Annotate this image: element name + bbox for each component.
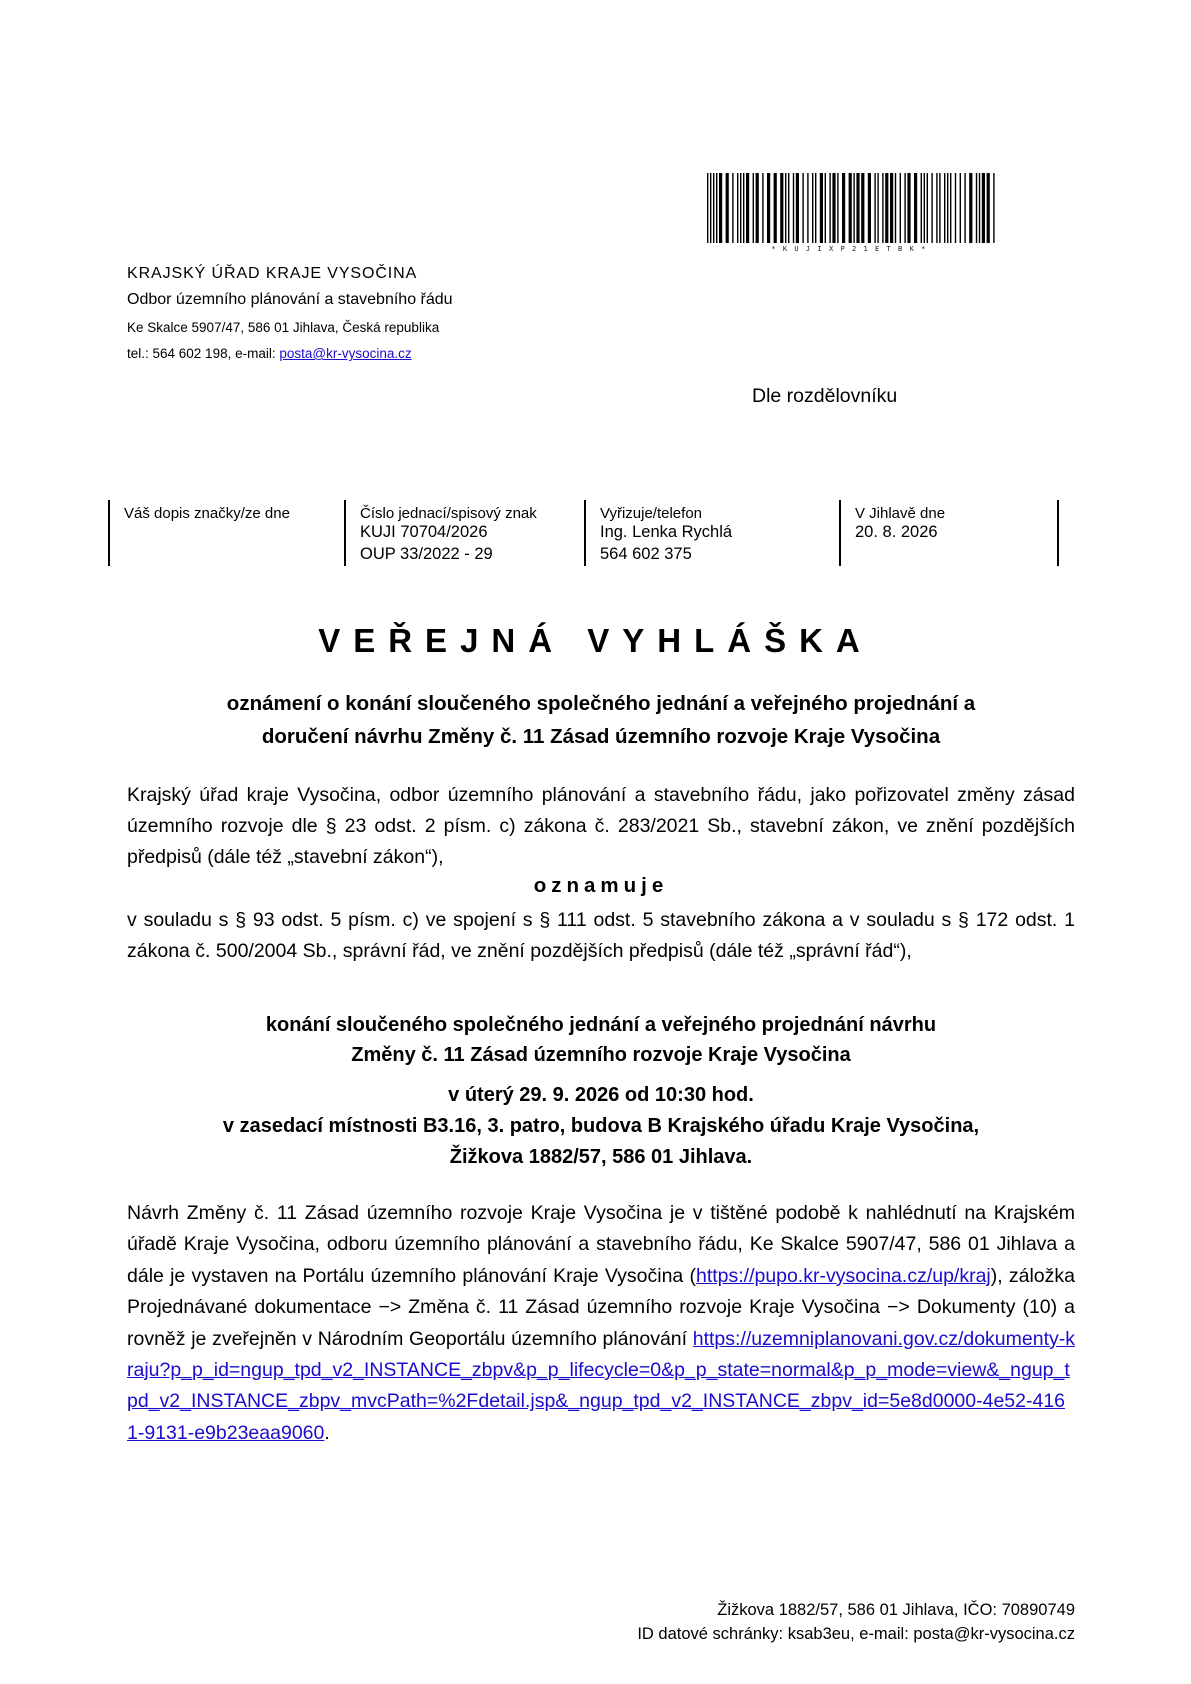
barcode-bar xyxy=(964,173,965,243)
barcode-bar xyxy=(837,173,838,243)
ref-handler-phone: 564 602 375 xyxy=(600,544,692,563)
barcode-bar xyxy=(713,173,714,243)
barcode-bar xyxy=(726,173,729,243)
ref-number xyxy=(344,500,584,566)
barcode-bar xyxy=(793,173,794,243)
barcode-bar xyxy=(825,173,826,243)
barcode-bar xyxy=(829,173,830,243)
barcode-bar xyxy=(947,173,948,243)
barcode-bar xyxy=(982,173,985,243)
barcode-bar xyxy=(885,173,888,243)
barcode-bar xyxy=(762,173,763,243)
barcode-bar xyxy=(987,173,990,243)
barcode-bar xyxy=(732,173,733,243)
barcode-bar xyxy=(890,173,893,243)
barcode-bar xyxy=(955,173,956,243)
footer-databox: ID datové schránky: ksab3eu, e-mail: posta@kr-vysocina.cz xyxy=(637,1625,1075,1643)
barcode-bar xyxy=(914,173,917,243)
footer xyxy=(637,1598,1075,1646)
footer-address: Žižkova 1882/57, 586 01 Jihlava, IČO: 70890749 xyxy=(717,1601,1075,1619)
event-line-1: konání sloučeného společného jednání a veřejného projednání návrhu xyxy=(265,1014,937,1036)
barcode-bar xyxy=(874,173,875,243)
barcode-bar xyxy=(785,173,786,243)
document-subtitle xyxy=(127,687,1075,753)
ref-handler xyxy=(584,500,839,566)
document-title: VEŘEJNÁ VYHLÁŠKA xyxy=(318,622,873,659)
barcode-bar xyxy=(719,173,722,243)
barcode-bar xyxy=(780,173,783,243)
event-room: v zasedací místnosti B3.16, 3. patro, budova B Krajského úřadu Kraje Vysočina, xyxy=(222,1115,980,1137)
reference-table xyxy=(108,500,1060,566)
event-when-where xyxy=(127,1080,1075,1173)
availability-text-3: . xyxy=(324,1421,330,1444)
barcode-bar xyxy=(740,173,741,243)
barcode-bar xyxy=(993,173,994,243)
barcode-bar xyxy=(976,173,977,243)
barcode-bar xyxy=(868,173,871,243)
barcode-bar xyxy=(756,173,759,243)
sender-address: Ke Skalce 5907/47, 586 01 Jihlava, Česká republika xyxy=(127,320,440,335)
ref-date-value: 20. 8. 2026 xyxy=(855,523,938,541)
barcode-bar xyxy=(753,173,754,243)
barcode-bar xyxy=(710,173,711,243)
barcode-bar xyxy=(931,173,932,243)
availability-text-1: Návrh Změny č. 11 Zásad územního rozvoje Kraje Vysočina je v tištěné podobě k nahlédnutí na Krajském úřadě Kraje Vysočina, odboru územního plánování a stavebního řádu, Ke Skalce 5907/47, 586 01 Jihlava a dále je vystaven na Portálu územního plánování Kraje Vysočina ( xyxy=(127,1202,1075,1287)
barcode-bar xyxy=(921,173,922,243)
ref-handler-label: Vyřizuje/telefon xyxy=(600,505,702,522)
barcode-bar xyxy=(812,173,813,243)
barcode-bar xyxy=(969,173,972,243)
barcode-bar xyxy=(802,173,803,243)
barcode-bar xyxy=(882,173,883,243)
barcode-bar xyxy=(815,173,816,243)
barcode-bar xyxy=(877,173,878,243)
barcode-bar xyxy=(820,173,823,243)
barcode-bar xyxy=(895,173,896,243)
barcode-bar xyxy=(707,173,708,243)
geoportal-link[interactable]: https://uzemniplanovani.gov.cz/dokumenty-kraju?p_p_id=ngup_tpd_v2_INSTANCE_zbpv&p_p_lifecycle=0&p_p_state=normal&p_p_mode=view&_ngup_tpd_v2_INSTANCE_zbpv_mvcPath=%2Fdetail.jsp&_ngup_tpd_v2_INSTANCE_zbpv_id=5e8d0000-4e52-4161-9131-e9b23eaa9060 xyxy=(127,1327,1075,1444)
barcode-bar xyxy=(774,173,777,243)
event-line-2: Změny č. 11 Zásad územního rozvoje Kraje Vysočina xyxy=(351,1044,851,1066)
recipient: Dle rozdělovníku xyxy=(752,385,898,407)
barcode-bar xyxy=(746,173,749,243)
ref-date-label: V Jihlavě dne xyxy=(855,505,946,522)
barcode-bar xyxy=(796,173,799,243)
barcode-text: *KUJIXP21ETBK* xyxy=(771,245,933,253)
availability-paragraph xyxy=(127,1198,1075,1449)
sender-organization: KRAJSKÝ ÚŘAD KRAJE VYSOČINA xyxy=(127,265,418,282)
barcode-bar xyxy=(788,173,789,243)
barcode-bar xyxy=(907,173,910,243)
barcode-bar xyxy=(924,173,925,243)
ref-table-end-rule xyxy=(1057,500,1059,566)
sender-contact xyxy=(127,341,453,367)
barcode-bar xyxy=(807,173,808,243)
sender-phone: tel.: 564 602 198, e-mail: xyxy=(127,346,280,361)
barcode-bar xyxy=(960,173,961,243)
barcode-bar xyxy=(979,173,980,243)
ref-date xyxy=(839,500,1057,566)
barcode-bar xyxy=(939,173,940,243)
ref-number-label: Číslo jednací/spisový znak xyxy=(360,505,537,522)
event-address: Žižkova 1882/57, 586 01 Jihlava. xyxy=(449,1146,753,1168)
barcode-bar xyxy=(842,173,845,243)
subtitle-line-1: oznámení o konání sloučeného společného jednání a veřejného projednání a xyxy=(226,692,976,715)
barcode-bar xyxy=(737,173,738,243)
sender-email-link[interactable]: posta@kr-vysocina.cz xyxy=(279,346,412,361)
event-date-time: v úterý 29. 9. 2026 od 10:30 hod. xyxy=(448,1084,754,1106)
ref-number-value-1: KUJI 70704/2026 xyxy=(360,523,488,541)
ref-handler-name: Ing. Lenka Rychlá xyxy=(600,523,733,541)
legal-basis-paragraph: v souladu s § 93 odst. 5 písm. c) ve spojení s § 111 odst. 5 stavebního zákona a v souladu s § 172 odst. 1 zákona č. 500/2004 Sb., správní řád, ve znění pozdějších předpisů (dále též „správní řád“), xyxy=(127,909,1075,962)
barcode-bar xyxy=(861,173,864,243)
ref-your-letter xyxy=(108,500,344,566)
intro-paragraph: Krajský úřad kraje Vysočina, odbor územního plánování a stavebního řádu, jako pořizovatel změny zásad územního rozvoje dle § 23 odst. 2 písm. c) zákona č. 283/2021 Sb., stavební zákon, ve znění pozdějších předpisů (dále též „stavební zákon“), xyxy=(127,784,1075,868)
subtitle-line-2: doručení návrhu Změny č. 11 Zásad územního rozvoje Kraje Vysočina xyxy=(261,725,941,748)
barcode-bar xyxy=(849,173,852,243)
ref-number-value-2: OUP 33/2022 - 29 xyxy=(360,544,493,563)
barcode-bar xyxy=(856,173,859,243)
sender-department: Odbor územního plánování a stavebního řádu xyxy=(127,291,453,308)
event-description xyxy=(127,1010,1075,1070)
availability-text-2: ), záložka Projednávané dokumentace −> Změna č. 11 Zásad územního rozvoje Kraje Vysočina −> Dokumenty (10) a rovněž je zveřejněn v Národním Geoportálu územního plánování xyxy=(127,1264,1076,1350)
barcode-bar xyxy=(716,173,717,243)
barcode-bar xyxy=(767,173,770,243)
portal-link[interactable]: https://pupo.kr-vysocina.cz/up/kraj xyxy=(695,1264,991,1287)
barcode-bar xyxy=(927,173,928,243)
announces-heading: oznamuje xyxy=(533,874,669,897)
barcode-bar xyxy=(936,173,937,243)
barcode-bar xyxy=(853,173,854,243)
barcode xyxy=(707,173,997,253)
barcode-bar xyxy=(944,173,945,243)
barcode-bar xyxy=(832,173,835,243)
barcode-bar xyxy=(900,173,901,243)
barcode-bars xyxy=(707,173,997,243)
ref-your-letter-label: Váš dopis značky/ze dne xyxy=(124,505,290,522)
sender-block xyxy=(127,262,453,367)
barcode-bar xyxy=(950,173,951,243)
barcode-bar xyxy=(743,173,744,243)
barcode-bar xyxy=(904,173,905,243)
